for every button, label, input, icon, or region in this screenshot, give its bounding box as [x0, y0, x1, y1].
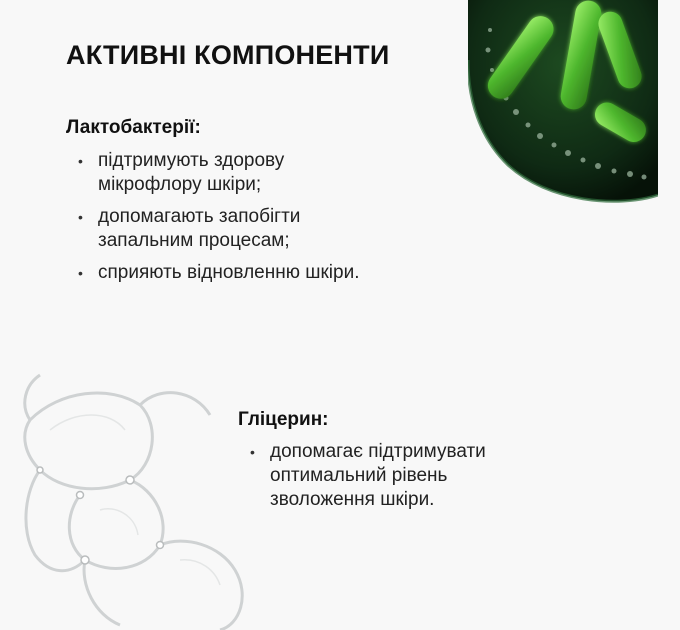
glycerin-benefits-list — [238, 440, 558, 520]
list-item-line: • допомагають запобігти — [98, 206, 301, 227]
list-item — [66, 261, 466, 285]
lactobacteria-benefits-list — [66, 149, 466, 293]
list-item — [66, 205, 466, 253]
list-item — [66, 149, 466, 197]
list-item-line: мікрофлору шкіри; — [98, 174, 262, 195]
glycerin-heading: Гліцерин: — [238, 409, 329, 430]
list-item-line: запальним процесам; — [98, 230, 290, 251]
bacteria-illustration-icon — [468, 0, 658, 205]
lactobacteria-heading: Лактобактерії: — [66, 117, 201, 138]
list-item-line: • підтримують здорову — [98, 150, 285, 171]
list-item — [238, 440, 558, 512]
list-item-line: зволоження шкіри. — [270, 489, 435, 510]
list-item-line: • допомагає підтримувати — [270, 441, 486, 462]
page-title: АКТИВНІ КОМПОНЕНТИ — [66, 40, 390, 70]
list-item-line: оптимальний рівень — [270, 465, 448, 486]
list-item-line: • сприяють відновленню шкіри. — [98, 262, 360, 283]
